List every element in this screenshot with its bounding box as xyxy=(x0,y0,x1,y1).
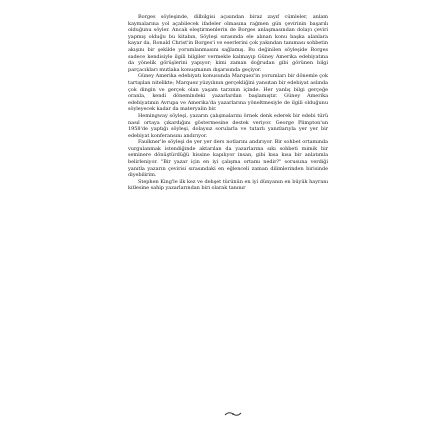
text-column xyxy=(128,14,328,192)
paragraph: Borges söyleşinde, dilbilgisi açısından biraz zayıf cümleler, anlam kaymalarına yol açabilecek ifadeler olmasına rağmen gün çevirinin başarılı olduğunu söyler. Ancak eleştirmenlerin de Borges anlaşmasından dolayı çeviri yapmış olduğu bu kitabın, Söyleşi sırasında ele alınan konu başka alanlara kayar da, Ronald Christ'in Borges'i ve eserlerini çok yakından tanıması sohbetin akışını bir şekilde yorumlanmasını sağlamış. Bu değinilen söyleşide Borges sadece kendisiyle ilgili bilgiler vermekle kalmayıp Güney Amerika edebiyatına da yönelik görüşlerini yapıyor; kimi zaman doğrudan gibi görünen bilgi parçacıkları mutlaka konuşmanın dışarısında geçiyor. xyxy=(128,14,328,73)
page-ornament-icon xyxy=(224,410,242,418)
paragraph: Güney Amerika edebiyatı konusunda Marquez'in yorumları bir dönemle çok tartışılan nitelikte; Marquez yüzyılının gerçekliğini yansıtan bir edebiyat aslında çok dingin ve gerçek olan yaşam tarzının içinde. Her yanlış bilgi gerçeğe oranla, kendi dönemindeki yazarlardan başlamıştır. Güney Amerika edebiyatının Avrupa ve Amerika'da yazarlarına yöneltmesiyle de ilgili olduğunu söyleyecek kadar da materyalin bir. xyxy=(128,73,328,113)
paragraph: Hemingway söyleşi, yazarın çalışmalarını örnek denk ederek bir edebi türü nasıl ortaya çıkardığını göstermesine destek veriyor. George Plimpton'un 1958'de yaptığı söyleşi, dolaysız sorularla ve tutarlı yanıtlarıyla yer yer bir edebiyat konferansını andırıyor. xyxy=(128,112,328,139)
paragraph: Faulkner'le söyleşi de yer yer ders notlarını andırıyor. Bir sohbet ortamında vurgulanmak istendiğinde aktarılan da yazarlarına sıkı sohbeti mimik bir seminere dönüştürdüğü hissine kapılıyor insan, gibi kısa kısa bir anlatımla belirleniyor. "Bir yazar için en iyi çalışma ortamı nedir?" sorusuna verdiği yanıtla yazarın çevirisi sırasındaki en eğlenceli zaman dilimlerinden birisinde diyebilirim. xyxy=(128,139,328,179)
paragraph: Stephen King'le ilk kez ve dehşet türünün en iyi dünyanın en büyük hayranı kitlesine sahip yazarlarından biri olarak tanınır xyxy=(128,178,328,192)
